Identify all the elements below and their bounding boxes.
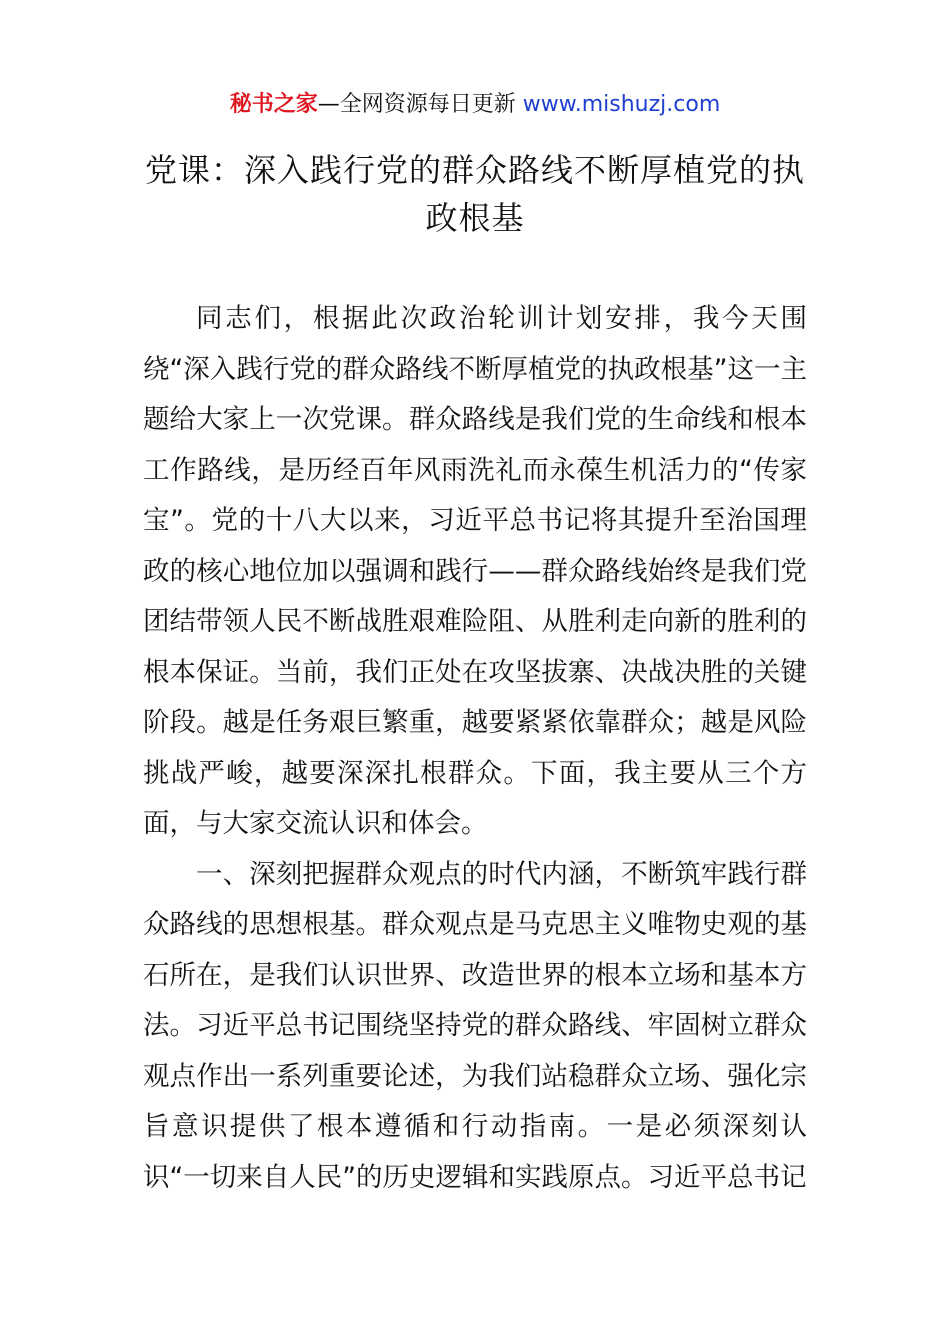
paragraph-section-one: 一、深刻把握群众观点的时代内涵，不断筑牢践行群众路线的思想根基。群众观点是马克思主义唯物史观的基石所在，是我们认识世界、改造世界的根本立场和基本方法。习近平总书记围绕坚持党的群众路线、牢固树立群众观点作出一系列重要论述，为我们站稳群众立场、强化宗旨意识提供了根本遵循和行动指南。一是必须深刻认识“一切来自人民”的历史逻辑和实践原点。习近平总书记	[143, 858, 807, 1193]
document-title: 党课：深入践行党的群众路线不断厚植党的执政根基	[144, 151, 805, 237]
paragraph-intro: 同志们，根据此次政治轮训计划安排，我今天围绕“深入践行党的群众路线不断厚植党的执政根基”这一主题给大家上一次党课。群众路线是我们党的生命线和根本工作路线，是历经百年风雨洗礼而永葆生机活力的“传家宝”。党的十八大以来，习近平总书记将其提升至治国理政的核心地位加以强调和践行——群众路线始终是我们党团结带领人民不断战胜艰难险阻、从胜利走向新的胜利的根本保证。当前，我们正处在攻坚拔寨、决战决胜的关键阶段。越是任务艰巨繁重，越要紧紧依靠群众；越是风险挑战严峻，越要深深扎根群众。下面，我主要从三个方面，与大家交流认识和体会。	[143, 303, 807, 839]
site-header	[0, 88, 950, 122]
brand-name: 秘书之家	[229, 92, 318, 117]
header-url-link[interactable]: www.mishuzj.com	[522, 92, 721, 117]
header-tagline: —全网资源每日更新	[317, 92, 523, 117]
document-body	[143, 294, 807, 1203]
